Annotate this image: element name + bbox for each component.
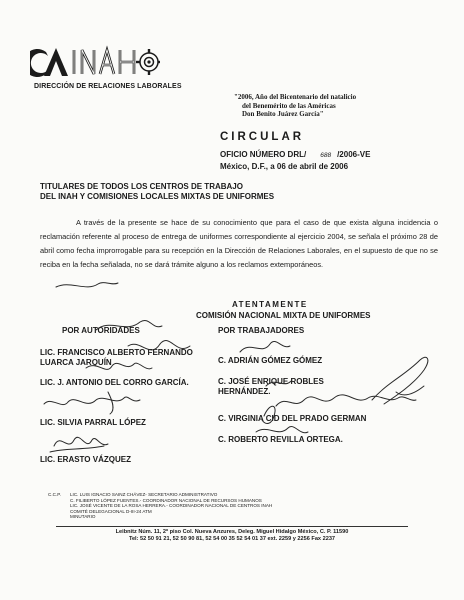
oficio-handwritten-number: 688 <box>320 152 332 159</box>
oficio-suffix: /2006-VE <box>337 150 371 159</box>
oficio-number <box>220 150 370 159</box>
addressee-line: DEL INAH Y COMISIONES LOCALES MIXTAS DE UNIFORMES <box>40 192 275 201</box>
signatory-name: C. ADRIÁN GÓMEZ GÓMEZ <box>218 356 323 365</box>
signatory-name: LIC. J. ANTONIO DEL CORRO GARCÍA. <box>40 378 189 387</box>
signatory-name: C. JOSÉ ENRIQUE ROBLES <box>218 377 324 386</box>
signatory-name: LIC. SILVIA PARRAL LÓPEZ <box>40 418 146 427</box>
closing-salutation: ATENTAMENTE <box>232 300 308 309</box>
commemorative-motto <box>234 93 434 119</box>
commission-name: COMISIÓN NACIONAL MIXTA DE UNIFORMES <box>196 311 371 320</box>
cc-line: LIC. LUIS IGNACIO SAINZ CHÁVEZ- SECRETARIO ADMINISTRATIVO <box>70 492 218 497</box>
signatory-name: LUARCA JARQUÍN <box>40 358 112 367</box>
document-title: CIRCULAR <box>220 131 305 143</box>
cc-line: COMITÉ DELEGACIONAL D-III-24 ATM <box>70 508 152 514</box>
authorities-header: POR AUTORIDADES <box>62 326 140 335</box>
cc-line: MINUTARIO <box>70 514 96 520</box>
oficio-label: OFICIO NÚMERO DRL/ <box>220 150 307 159</box>
footer <box>0 529 464 543</box>
addressee <box>40 182 274 202</box>
addressee-line: TITULARES DE TODOS LOS CENTROS DE TRABAJO <box>40 182 243 191</box>
signatory-name: LIC. ERASTO VÁZQUEZ <box>40 455 131 464</box>
motto-line: "2006, Año del Bicentenario del natalicio <box>234 93 357 101</box>
department-name: DIRECCIÓN DE RELACIONES LABORALES <box>34 83 182 90</box>
cc-label: C.C.P. <box>48 492 61 497</box>
signatory-name: LIC. FRANCISCO ALBERTO FERNANDO <box>40 348 193 357</box>
signatory-name: C. VIRGINIA CID DEL PRADO GERMAN <box>218 414 367 423</box>
footer-divider <box>56 526 408 527</box>
signatory-name: HERNÁNDEZ. <box>218 387 271 396</box>
letter-body <box>40 216 438 272</box>
workers-header: POR TRABAJADORES <box>218 326 305 335</box>
motto-line: Don Benito Juárez García" <box>242 110 324 118</box>
footer-address: Leibnitz Núm. 11, 2º piso Col. Nueva Anzures, Deleg. Miguel Hidalgo México, C. P. 11590 <box>115 529 349 535</box>
cc-line: C. FILIBERTO LÓPEZ FUENTES.- COORDINADOR NACIONAL DE RECURSOS HUMANOS <box>70 497 262 503</box>
body-paragraph: A través de la presente se hace de su conocimiento que para el caso de que exista alguna incidencia o reclamación referente al proceso de entrega de uniformes correspondiente al ejercicio 2004, se señala el próximo 28 de abril como fecha improrrogable para su recepción en la Dirección de Relaciones Laborales, en el supuesto de que no se reciba en la fecha señalada, no se dará trámite alguno a los reclamos extemporáneos. <box>40 218 438 269</box>
footer-phones: Tel: 52 50 91 21, 52 50 90 81, 52 54 00 35 52 54 01 37 ext. 2259 y 2256 Fax 2237 <box>128 536 336 542</box>
inah-logo <box>30 44 160 80</box>
cc-line: LIC. JOSÉ VICENTE DE LA ROSA HERRERA.- COORDINADOR NACIONAL DE CENTROS INAH <box>70 503 273 509</box>
document-date: México, D.F., a 06 de abril de 2006 <box>220 162 349 171</box>
copies-to <box>48 492 272 520</box>
motto-line: del Benemérito de las Américas <box>242 101 336 110</box>
signatory-name: C. ROBERTO REVILLA ORTEGA. <box>218 435 343 444</box>
